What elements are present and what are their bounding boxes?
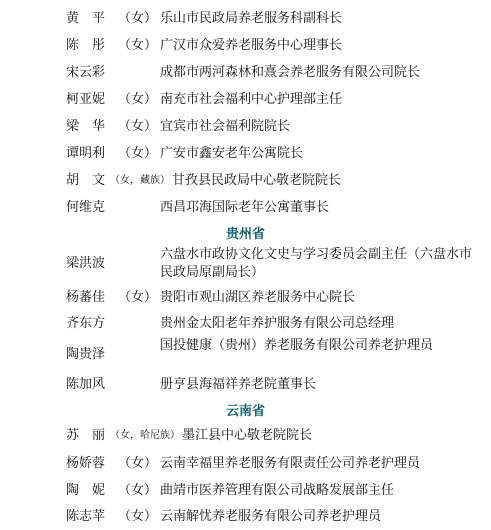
person-name: 柯亚妮 — [66, 92, 106, 107]
person-organization: 墨江县中心敬老院院长 — [182, 428, 313, 443]
person-name: 宋云彩 — [66, 65, 106, 80]
person-name: 谭明利 — [66, 146, 106, 161]
person-note: （女） — [118, 509, 158, 524]
person-note: （女） — [118, 290, 158, 305]
person-organization: 国投健康（贵州）养老服务有限公司养老护理员 — [160, 338, 434, 353]
person-organization: 广安市鑫安老年公寓院长 — [160, 146, 304, 161]
person-organization: 贵阳市观山湖区养老服务中心院长 — [160, 290, 356, 305]
person-name: 梁洪波 — [66, 256, 106, 271]
person-name: 陈 彤 — [66, 38, 106, 53]
person-note: （女） — [118, 92, 158, 107]
person-organization: 六盘水市政协文化文史与学习委员会副主任（六盘水市民政局原副局长） — [160, 247, 473, 280]
person-organization: 册亨县海福祥养老院董事长 — [160, 377, 317, 392]
person-name: 陈加风 — [66, 377, 106, 392]
person-name: 陶贵泽 — [66, 347, 106, 362]
list-item — [0, 337, 491, 373]
person-note: （女，藏族） — [110, 175, 170, 186]
person-organization: 乐山市民政局养老服务科副科长 — [160, 11, 343, 26]
person-name: 杨蕃佳 — [66, 290, 106, 305]
person-note: （女，哈尼族） — [110, 430, 180, 441]
person-name: 陶 妮 — [66, 483, 106, 498]
person-note: （女） — [118, 483, 158, 498]
person-organization: 云南幸福里养老服务有限责任公司养老护理员 — [160, 456, 421, 471]
province-heading-yunnan: 云南省 — [225, 404, 265, 419]
person-note: （女） — [118, 11, 158, 26]
person-name: 苏 丽 — [66, 428, 106, 443]
person-organization: 南充市社会福利中心护理部主任 — [160, 92, 343, 107]
person-organization: 云南解忧养老服务有限公司养老护理员 — [160, 509, 382, 524]
person-organization: 广汉市众爱养老服务中心理事长 — [160, 38, 343, 53]
person-name: 杨娇蓉 — [66, 456, 106, 471]
person-name: 陈志苹 — [66, 509, 106, 524]
province-heading-guizhou: 贵州省 — [225, 227, 265, 242]
person-organization: 曲靖市医养管理有限公司战略发展部主任 — [160, 483, 395, 498]
person-name: 何维克 — [66, 200, 106, 215]
person-note: （女） — [118, 38, 158, 53]
person-organization: 宜宾市社会福利院院长 — [160, 119, 291, 134]
person-organization: 甘孜县民政局中心敬老院院长 — [172, 173, 342, 188]
person-note: （女） — [118, 456, 158, 471]
person-name: 黄 平 — [66, 11, 106, 26]
person-note: （女） — [118, 119, 158, 134]
person-note: （女） — [118, 146, 158, 161]
person-name: 胡 文 — [66, 173, 106, 188]
person-organization: 西昌邛海国际老年公寓董事长 — [160, 200, 330, 215]
list-item — [0, 246, 491, 282]
person-name: 齐东方 — [66, 316, 106, 331]
person-organization: 贵州金太阳老年养护服务有限公司总经理 — [160, 316, 395, 331]
person-name: 梁 华 — [66, 119, 106, 134]
person-organization: 成都市两河森林和熹会养老服务有限公司院长 — [160, 65, 421, 80]
